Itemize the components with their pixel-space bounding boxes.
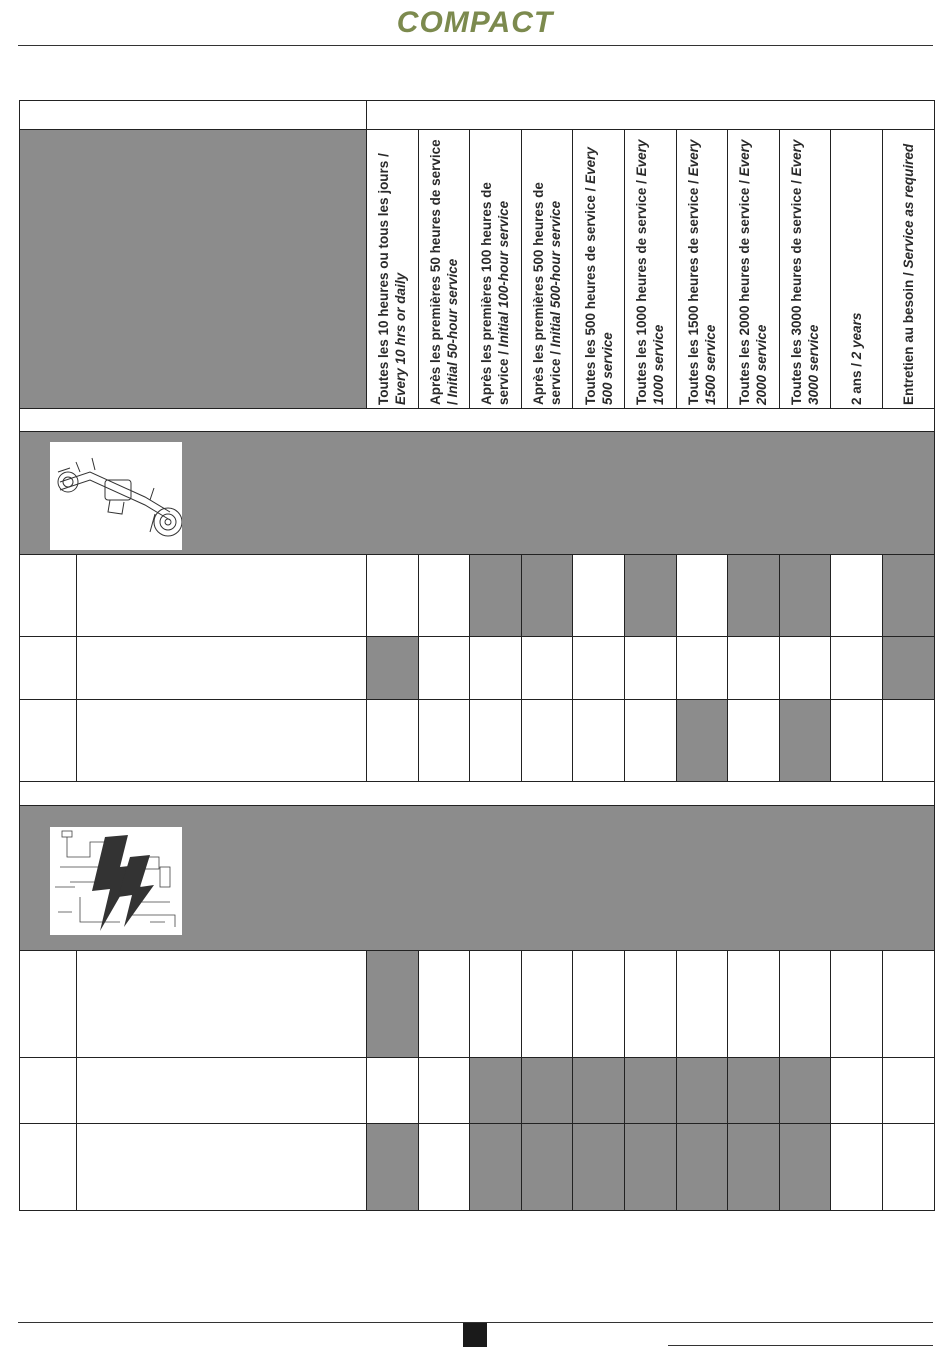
- check-cell: [470, 1124, 522, 1211]
- check-cell: [367, 555, 419, 637]
- interval-fr: Après les premières 500 heures de service: [531, 182, 564, 405]
- check-cell: [573, 951, 625, 1058]
- check-cell: [624, 951, 676, 1058]
- interval-header-cell: Entretien au besoin / Service as required: [882, 130, 934, 409]
- interval-fr: Toutes les 3000 heures de service: [789, 187, 805, 405]
- check-cell: [676, 1058, 728, 1124]
- check-cell: [367, 1058, 419, 1124]
- check-cell: [882, 951, 934, 1058]
- check-cell: [676, 700, 728, 782]
- task-row: [20, 1124, 935, 1211]
- page-number-marker: [463, 1323, 487, 1347]
- check-cell: [418, 700, 470, 782]
- check-cell: [728, 951, 780, 1058]
- interval-header-cell: Toutes les 3000 heures de service / Every 3000 service: [779, 130, 831, 409]
- task-description-cell: [77, 637, 367, 700]
- maintenance-schedule-table: [19, 100, 935, 1211]
- interval-fr: Toutes les 1000 heures de service: [634, 187, 650, 405]
- section-image-cell: [20, 432, 935, 555]
- interval-header-cell: Après les premières 50 heures de service / Initial 50-hour service: [418, 130, 470, 409]
- interval-en: Every 1000 service: [634, 139, 667, 405]
- check-cell: [676, 555, 728, 637]
- task-number-cell: [20, 1124, 77, 1211]
- interval-fr: Après les premières 50 heures de service: [427, 139, 443, 405]
- check-cell: [779, 700, 831, 782]
- footer-line: [668, 1345, 933, 1346]
- check-cell: [367, 1124, 419, 1211]
- section-spacer-row: [20, 409, 935, 432]
- section-spacer-row: [20, 782, 935, 806]
- check-cell: [573, 700, 625, 782]
- section-image-cell: [20, 806, 935, 951]
- header-blank-cell: [20, 130, 367, 409]
- check-cell: [418, 1124, 470, 1211]
- interval-header-cell: Toutes les 2000 heures de service / Every 2000 service: [728, 130, 780, 409]
- check-cell: [624, 1058, 676, 1124]
- spacer-cell: [20, 782, 935, 806]
- interval-header-cell: Toutes les 10 heures ou tous les jours / Every 10 hrs or daily: [367, 130, 419, 409]
- check-cell: [831, 1058, 883, 1124]
- check-cell: [521, 1058, 573, 1124]
- interval-header-cell: Après les premières 100 heures de service / Initial 100-hour service: [470, 130, 522, 409]
- interval-en: Initial 50-hour service: [444, 258, 460, 398]
- check-cell: [728, 1058, 780, 1124]
- check-cell: [418, 1058, 470, 1124]
- task-number-cell: [20, 700, 77, 782]
- check-cell: [470, 951, 522, 1058]
- check-cell: [418, 951, 470, 1058]
- check-cell: [624, 555, 676, 637]
- check-cell: [728, 555, 780, 637]
- interval-fr: 2 ans: [849, 370, 865, 405]
- section-image-row: [20, 806, 935, 951]
- task-number-cell: [20, 1058, 77, 1124]
- check-cell: [779, 555, 831, 637]
- check-cell: [367, 700, 419, 782]
- compact-logo: COMPACT: [396, 6, 554, 39]
- check-cell: [676, 1124, 728, 1211]
- check-cell: [728, 637, 780, 700]
- check-cell: [831, 700, 883, 782]
- interval-header-cell: Après les premières 500 heures de service / Initial 500-hour service: [521, 130, 573, 409]
- check-cell: [728, 1124, 780, 1211]
- interval-header-cell: Toutes les 500 heures de service / Every 500 service: [573, 130, 625, 409]
- check-cell: [676, 637, 728, 700]
- check-cell: [470, 637, 522, 700]
- check-cell: [521, 1124, 573, 1211]
- task-row: [20, 555, 935, 637]
- check-cell: [521, 700, 573, 782]
- check-cell: [779, 1058, 831, 1124]
- task-description-cell: [77, 1058, 367, 1124]
- check-cell: [831, 1124, 883, 1211]
- check-cell: [831, 951, 883, 1058]
- task-row: [20, 637, 935, 700]
- interval-fr: Après les premières 100 heures de service: [479, 182, 512, 405]
- check-cell: [624, 637, 676, 700]
- check-cell: [573, 1124, 625, 1211]
- task-row: [20, 700, 935, 782]
- interval-header-row: [20, 130, 935, 409]
- task-description-cell: [77, 1124, 367, 1211]
- check-cell: [831, 555, 883, 637]
- check-cell: [521, 951, 573, 1058]
- interval-header-cell: Toutes les 1500 heures de service / Every 1500 service: [676, 130, 728, 409]
- check-cell: [624, 1124, 676, 1211]
- check-cell: [470, 555, 522, 637]
- spacer-cell: [20, 409, 935, 432]
- interval-en: Initial 100-hour service: [496, 200, 512, 348]
- task-number-cell: [20, 555, 77, 637]
- interval-fr: Toutes les 1500 heures de service: [685, 187, 701, 405]
- task-number-cell: [20, 637, 77, 700]
- interval-en: Service as required: [901, 143, 916, 269]
- top-left-blank-cell: [20, 101, 367, 130]
- check-cell: [367, 637, 419, 700]
- interval-header-cell: 2 ans / 2 years: [831, 130, 883, 409]
- top-divider: [18, 45, 933, 46]
- task-row: [20, 1058, 935, 1124]
- task-description-cell: [77, 700, 367, 782]
- table-top-row: [20, 101, 935, 130]
- check-cell: [882, 555, 934, 637]
- check-cell: [779, 1124, 831, 1211]
- interval-en: Every 1500 service: [685, 139, 718, 405]
- check-cell: [779, 637, 831, 700]
- task-description-cell: [77, 555, 367, 637]
- interval-en: Initial 500-hour service: [548, 200, 564, 348]
- interval-en: Every 2000 service: [737, 139, 770, 405]
- interval-en: Every 10 hrs or daily: [393, 272, 409, 405]
- check-cell: [624, 700, 676, 782]
- check-cell: [882, 1058, 934, 1124]
- check-cell: [367, 951, 419, 1058]
- axle-illustration: [50, 442, 182, 550]
- section-image-row: [20, 432, 935, 555]
- task-number-cell: [20, 951, 77, 1058]
- check-cell: [470, 700, 522, 782]
- interval-header-cell: Toutes les 1000 heures de service / Every 1000 service: [624, 130, 676, 409]
- check-cell: [418, 637, 470, 700]
- check-cell: [779, 951, 831, 1058]
- check-cell: [573, 1058, 625, 1124]
- interval-en: 2 years: [849, 312, 865, 360]
- interval-fr: Toutes les 500 heures de service: [582, 195, 598, 405]
- top-right-blank-cell: [367, 101, 935, 130]
- check-cell: [728, 700, 780, 782]
- interval-fr: Entretien au besoin: [901, 279, 916, 405]
- task-description-cell: [77, 951, 367, 1058]
- check-cell: [676, 951, 728, 1058]
- interval-en: Every 500 service: [582, 147, 615, 405]
- check-cell: [573, 637, 625, 700]
- check-cell: [882, 637, 934, 700]
- check-cell: [882, 1124, 934, 1211]
- task-row: [20, 951, 935, 1058]
- check-cell: [573, 555, 625, 637]
- electrical-schematic-illustration: [50, 827, 182, 935]
- interval-en: Every 3000 service: [789, 139, 822, 405]
- check-cell: [521, 555, 573, 637]
- check-cell: [831, 637, 883, 700]
- check-cell: [521, 637, 573, 700]
- interval-fr: Toutes les 10 heures ou tous les jours: [376, 160, 392, 405]
- interval-fr: Toutes les 2000 heures de service: [737, 187, 753, 405]
- check-cell: [882, 700, 934, 782]
- check-cell: [470, 1058, 522, 1124]
- check-cell: [418, 555, 470, 637]
